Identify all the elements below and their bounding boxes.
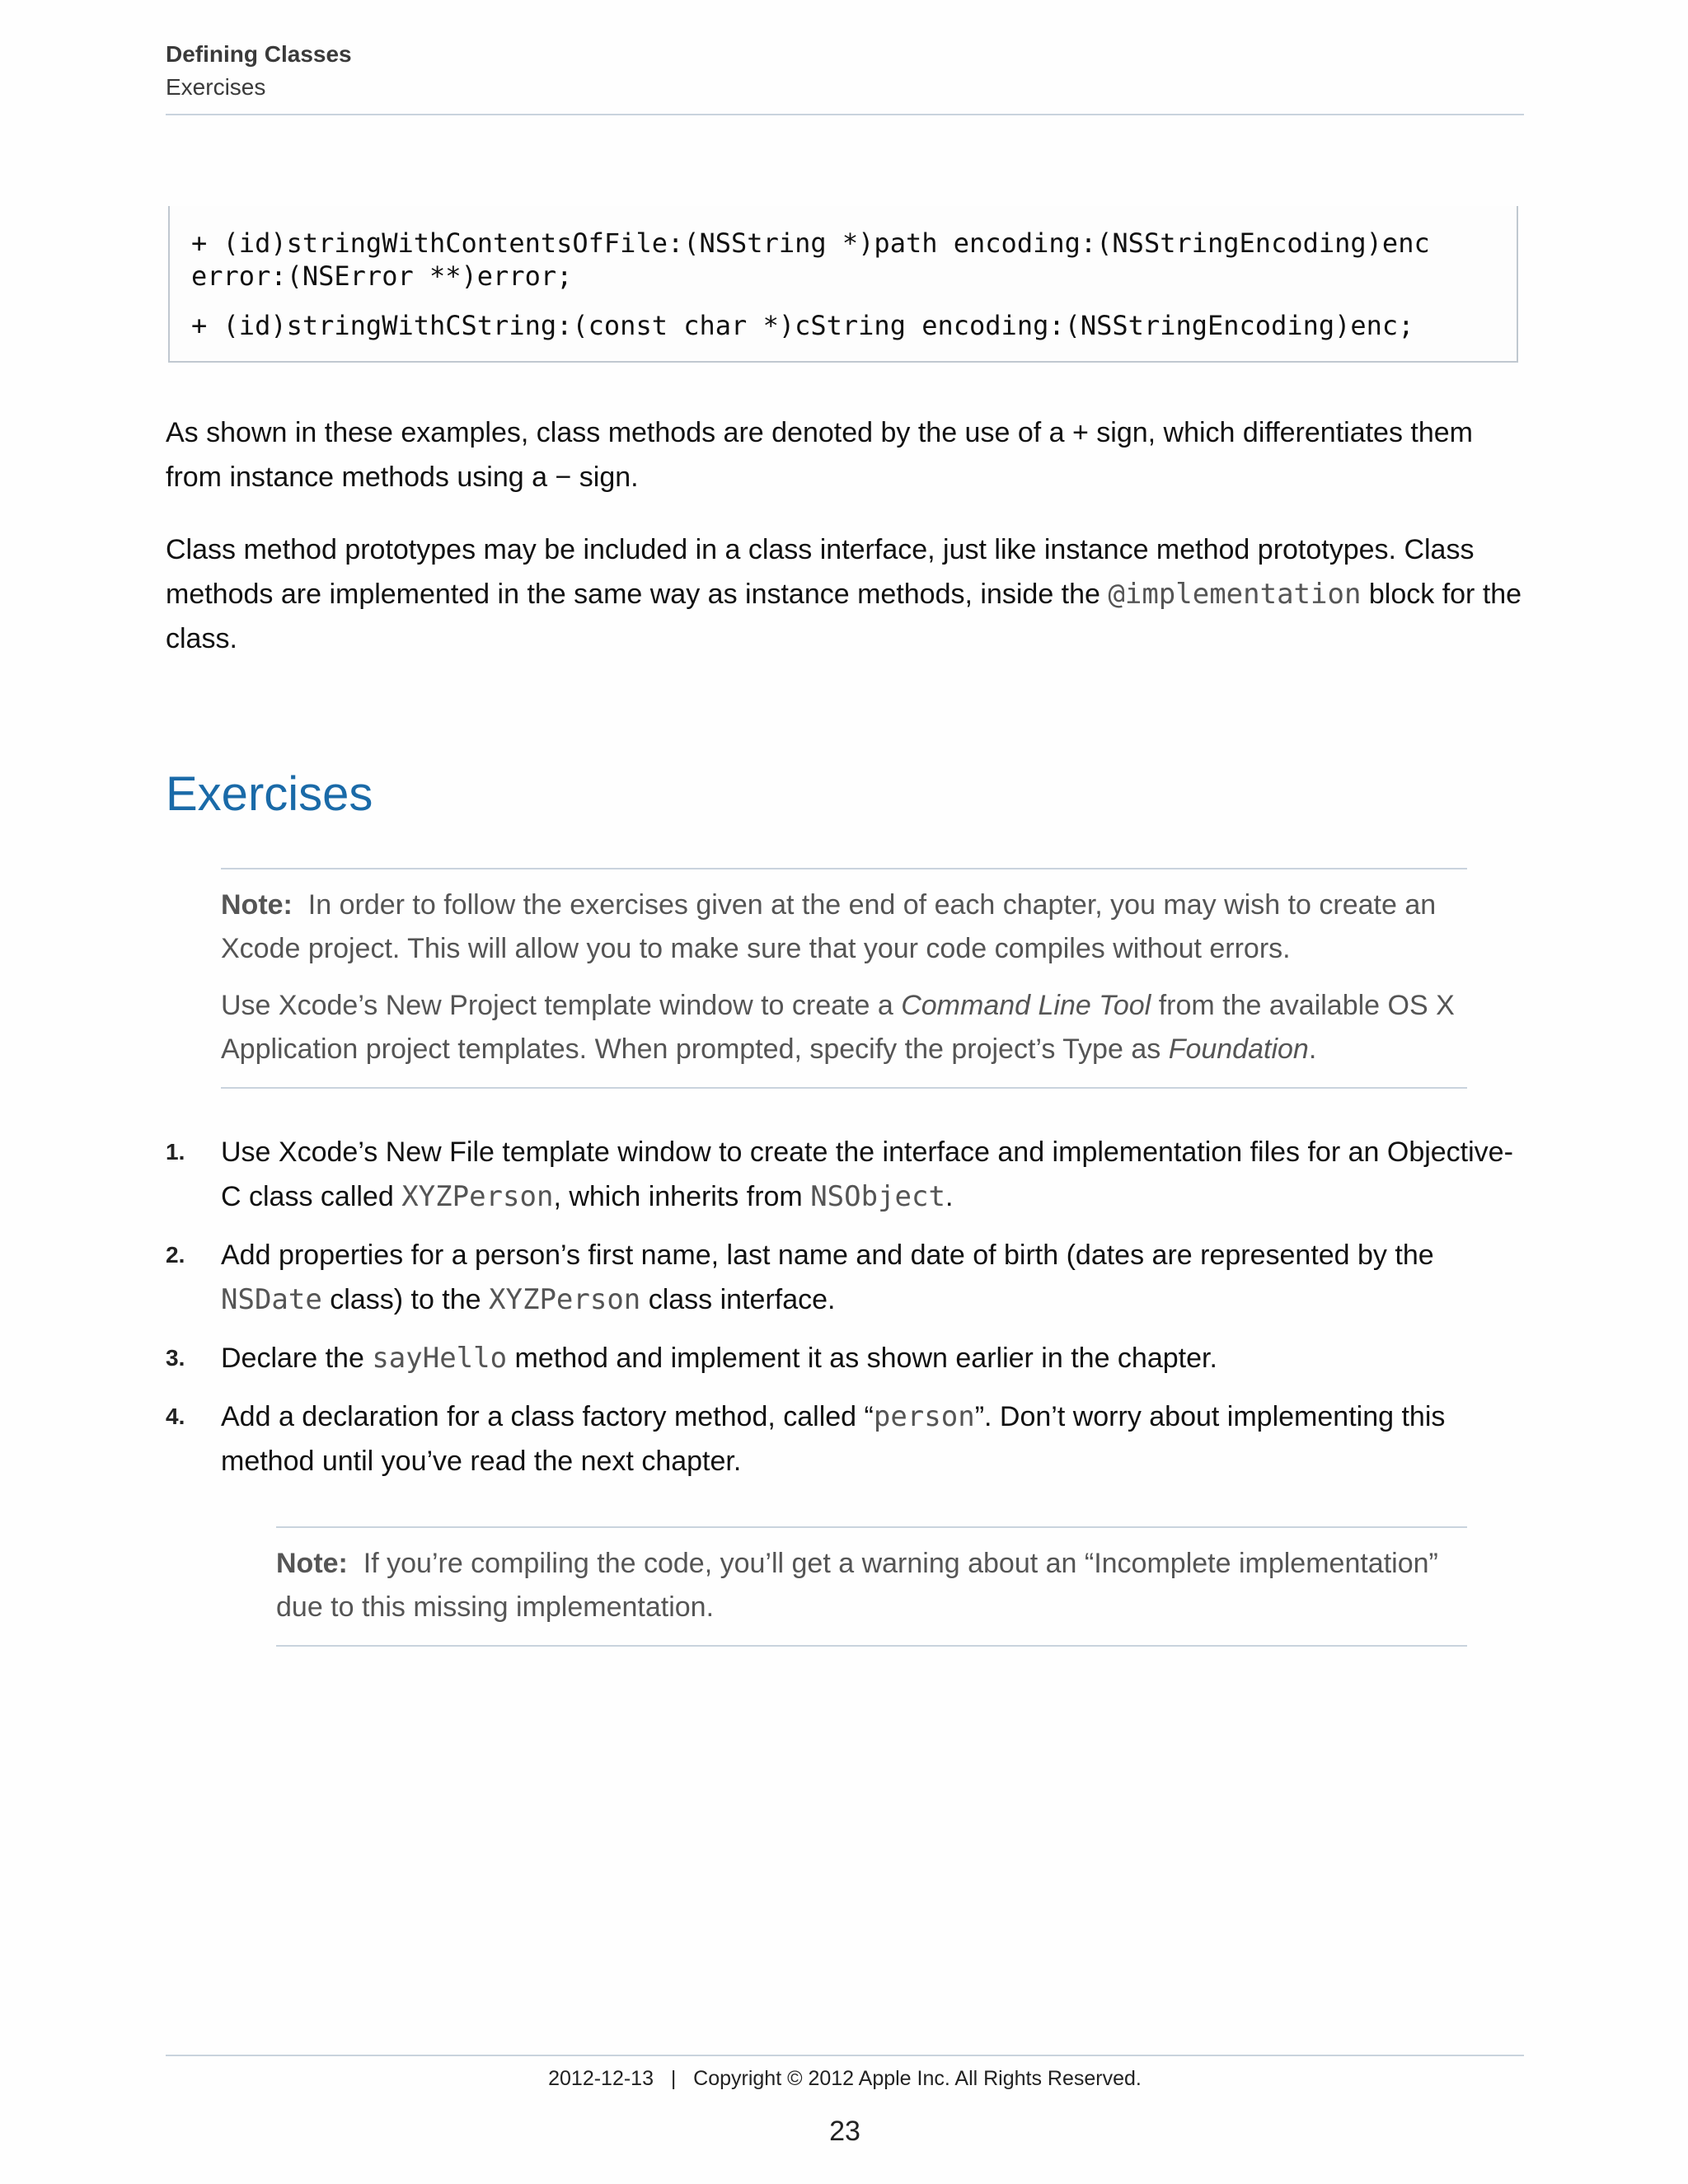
list-item-text: Declare the [221,1343,373,1374]
running-header [166,38,1524,104]
list-item [221,1336,1526,1380]
list-item-text: Use Xcode’s New File template window to create the interface and implementation files for an Objective-C class called [221,1137,1513,1212]
note-text: . [1308,1033,1317,1065]
note-text: from the available OS X Application project templates. When prompted, specify the project’s Type as [221,990,1455,1065]
list-item-text: Add properties for a person’s first name, last name and date of birth (dates are represented by the [221,1240,1434,1271]
header-divider [166,114,1524,115]
code-line: + (id)stringWithContentsOfFile:(NSString *)path encoding:(NSStringEncoding)enc [191,227,1430,259]
note-text: In order to follow the exercises given at the end of each chapter, you may wish to create an Xcode project. This will allow you to make sure that your code compiles without errors. [221,889,1437,964]
emphasis: Foundation [1168,1033,1309,1065]
header-section-title: Exercises [166,74,266,100]
body-paragraph [166,527,1526,661]
list-item-text: ”. Don’t worry about implementing this method until you’ve read the next chapter. [221,1401,1446,1477]
code-line: + (id)stringWithCString:(const char *)cString encoding:(NSStringEncoding)enc; [191,310,1414,341]
note-text: Use Xcode’s New Project template window to create a [221,990,902,1021]
list-item-text: . [945,1181,954,1212]
note-label: Note: [221,889,293,921]
inline-code: XYZPerson [489,1283,641,1316]
body-paragraph: As shown in these examples, class methods are denoted by the use of a + sign, which differentiates them from instance methods using a − sign. [166,417,1473,493]
inline-code: sayHello [372,1342,508,1375]
footer-copyright: 2012-12-13 | Copyright © 2012 Apple Inc. All Rights Reserved. [548,2067,1142,2090]
paragraph-text: block for the class. [166,579,1522,654]
list-item-text: , which inherits from [553,1181,811,1212]
paragraph-text: Class method prototypes may be included in a class interface, just like instance method prototypes. Class methods are implemented in the same way as instance methods, inside the [166,534,1475,610]
emphasis: Command Line Tool [901,990,1151,1021]
note-paragraph [221,971,1467,1071]
note-label: Note: [276,1548,348,1579]
inline-code: @implementation [1108,578,1362,611]
section-heading: Exercises [166,767,373,821]
header-chapter-title: Defining Classes [166,41,352,67]
code-listing [168,206,1518,363]
note-text: If you’re compiling the code, you’ll get a warning about an “Incomplete implementation” due to this missing implementation. [276,1548,1438,1623]
note-box [276,1526,1467,1647]
inline-code: XYZPerson [401,1180,554,1213]
list-item [221,1394,1526,1483]
code-line: error:(NSError **)error; [191,260,573,292]
note-paragraph [276,1528,1467,1629]
list-number: 4. [166,1404,185,1429]
inline-code: NSDate [221,1283,322,1316]
list-item-text: method and implement it as shown earlier in the chapter. [507,1343,1217,1374]
inline-code: NSObject [810,1180,945,1213]
list-item-text: Add a declaration for a class factory method, called “ [221,1401,874,1432]
footer-divider [166,2055,1524,2056]
note-box [221,868,1467,1089]
list-item-text: class) to the [321,1284,490,1315]
page-number: 23 [829,2116,860,2147]
list-number: 2. [166,1242,185,1268]
list-item [221,1130,1526,1219]
note-paragraph [221,869,1467,971]
list-number: 3. [166,1345,185,1371]
inline-code: person [873,1400,975,1433]
list-number: 1. [166,1139,185,1165]
list-item [221,1233,1526,1322]
list-item-text: class interface. [640,1284,836,1315]
